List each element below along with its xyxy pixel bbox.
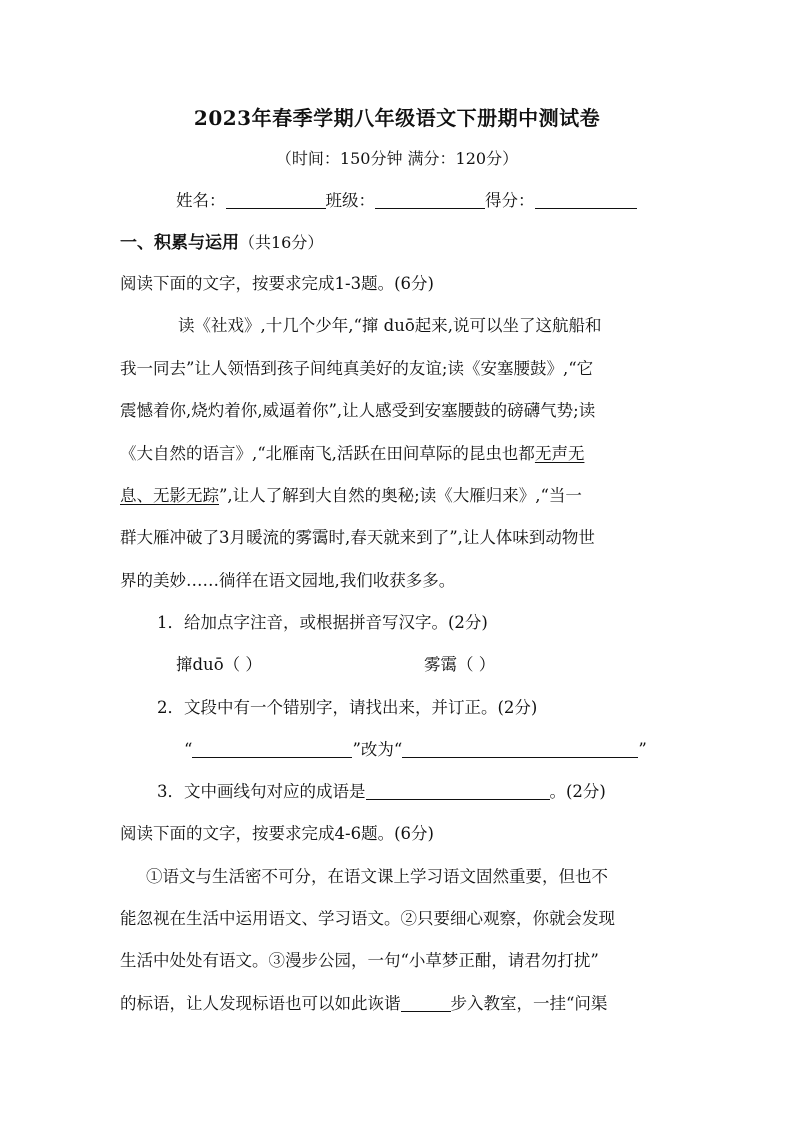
underlined-phrase: 无声无 xyxy=(534,444,585,463)
student-info-line xyxy=(176,190,637,212)
correct-char-blank[interactable] xyxy=(402,741,638,758)
q1-item-1[interactable]: 撺duō（ ） xyxy=(176,655,262,674)
q2-answer-line: “ ”改为“ ” xyxy=(184,740,647,759)
passage1-line: 息、无影无踪”,让人了解到大自然的奥秘;读《大雁归来》,“当一 xyxy=(120,486,582,505)
passage1-instruction: 阅读下面的文字，按要求完成1-3题。(6分) xyxy=(120,274,434,293)
underlined-phrase: 息、无影无踪 xyxy=(120,486,219,505)
section-points: （共16分） xyxy=(239,233,324,252)
idiom-blank[interactable] xyxy=(366,783,550,800)
exam-title: 2023年春季学期八年级语文下册期中测试卷 xyxy=(193,106,601,130)
punctuation-blank[interactable] xyxy=(401,995,451,1012)
passage2-instruction: 阅读下面的文字，按要求完成4-6题。(6分) xyxy=(120,824,434,843)
exam-subtitle: （时间：150分钟 满分：120分） xyxy=(275,149,519,168)
section-title: 一、积累与运用 xyxy=(120,233,239,253)
passage1-line: 震憾着你,烧灼着你,威逼着你”,让人感受到安塞腰鼓的磅礴气势;读 xyxy=(120,401,596,420)
passage2-line: ①语文与生活密不可分，在语文课上学习语文固然重要，但也不 xyxy=(146,867,608,886)
q1-item-2[interactable]: 雾霭（ ） xyxy=(424,655,496,674)
passage1-line: 读《社戏》,十几个少年,“撺 duō起来,说可以坐了这航船和 xyxy=(178,316,602,335)
score-label: 得分： xyxy=(485,191,535,210)
class-blank[interactable] xyxy=(375,192,485,209)
name-label: 姓名： xyxy=(176,191,226,210)
class-label: 班级： xyxy=(325,191,375,210)
passage1-line: 群大雁冲破了3月暖流的雾霭时,春天就来到了”,让人体味到动物世 xyxy=(120,528,595,547)
score-blank[interactable] xyxy=(535,192,637,209)
section-heading xyxy=(120,232,323,254)
passage1-line: 界的美妙……徜徉在语文园地,我们收获多多。 xyxy=(120,571,456,590)
question-3: 3．文中画线句对应的成语是 。(2分) xyxy=(157,782,606,801)
passage1-line: 我一同去”让人领悟到孩子间纯真美好的友谊;读《安塞腰鼓》,“它 xyxy=(120,359,594,378)
passage2-line: 的标语，让人发现标语也可以如此诙谐 步入教室，一挂“问渠 xyxy=(120,994,608,1013)
question-2: 2．文段中有一个错别字，请找出来，并订正。(2分) xyxy=(157,698,538,717)
wrong-char-blank[interactable] xyxy=(192,741,352,758)
passage2-line: 生活中处处有语文。③漫步公园，一句“小草梦正酣，请君勿打扰” xyxy=(120,951,599,970)
passage2-line: 能忽视在生活中运用语文、学习语文。②只要细心观察，你就会发现 xyxy=(120,909,615,928)
question-1: 1．给加点字注音，或根据拼音写汉字。(2分) xyxy=(157,613,488,632)
passage1-line: 《大自然的语言》,“北雁南飞,活跃在田间草际的昆虫也都无声无 xyxy=(120,444,585,463)
name-blank[interactable] xyxy=(226,192,326,209)
